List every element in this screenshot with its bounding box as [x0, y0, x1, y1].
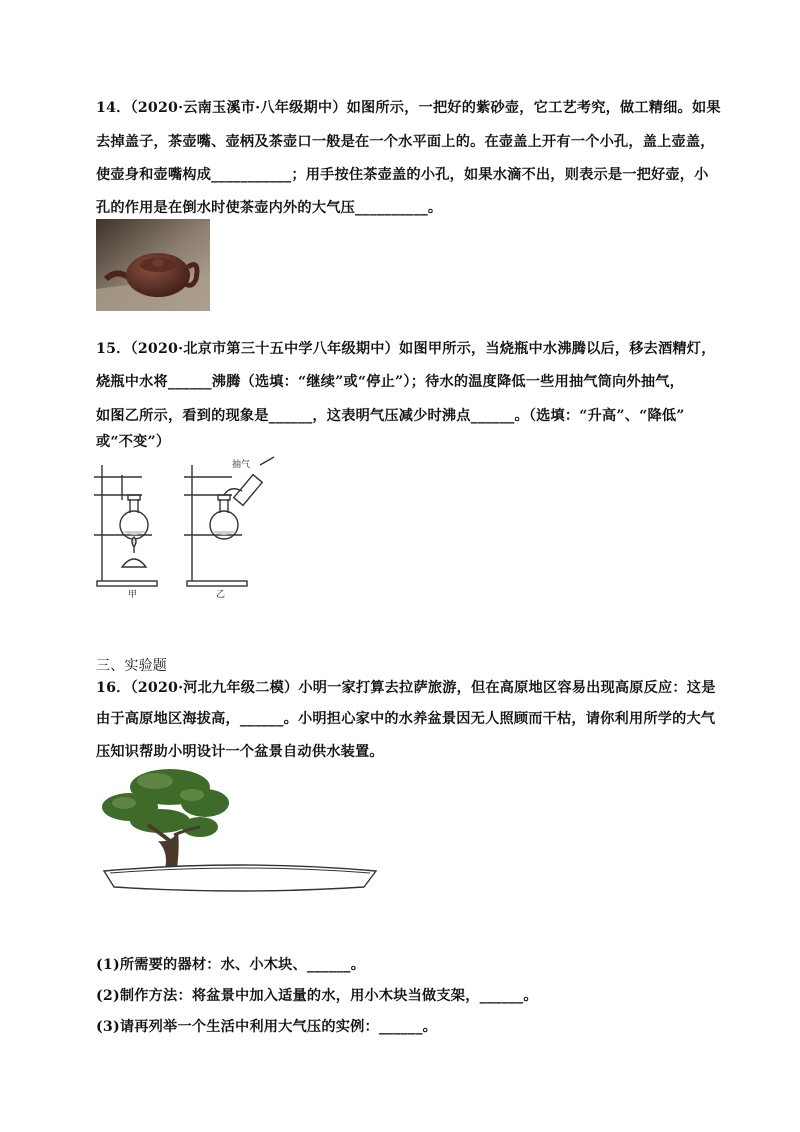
q16-line-3: 压知识帮助小明设计一个盆景自动供水装置。 — [96, 744, 384, 760]
q15-line-2: 烧瓶中水将______沸腾（选填：“继续”或“停止”）；待水的温度降低一些用抽气筒向外抽气， — [96, 374, 685, 390]
q15-line-3: 如图乙所示，看到的现象是______，这表明气压减少时沸点______。（选填：“升高”、“降低” — [96, 408, 685, 424]
q16-sub-1: (1)所需要的器材：水、小木块、______。 — [96, 957, 366, 973]
q16-sub-2: (2)制作方法：将盆景中加入适量的水，用小木块当做支架，______。 — [96, 988, 538, 1004]
teapot-photo — [96, 219, 210, 311]
q14-line-1: 14．（2020·云南玉溪市·八年级期中）如图所示，一把好的紫砂壶，它工艺考究，做工精细。如果 — [96, 100, 721, 116]
q14-line-2: 去掉盖子，茶壶嘴、壶柄及茶壶口一般是在一个水平面上的。在壶盖上开有一个小孔，盖上壶盖， — [96, 134, 715, 150]
figure-label-jia: 甲 — [128, 590, 138, 600]
boiling-flask-figure — [92, 455, 292, 605]
bonsai-picture — [100, 763, 380, 898]
figure-label-yi: 乙 — [216, 590, 226, 600]
section-title: 三、实验题 — [96, 658, 167, 674]
q16-line-2: 由于高原地区海拔高，______。小明担心家中的水养盆景因无人照顾而干枯，请你利用所学的大气 — [96, 711, 716, 727]
q14-line-4: 孔的作用是在倒水时使茶壶内外的大气压__________。 — [96, 200, 443, 216]
q16-line-1: 16．（2020·河北九年级二模）小明一家打算去拉萨旅游，但在高原地区容易出现高原反应：这是 — [96, 680, 716, 696]
q16-sub-3: (3)请再列举一个生活中利用大气压的实例：______。 — [96, 1019, 438, 1035]
q15-line-4: 或“不变”） — [96, 434, 171, 450]
q15-line-1: 15．（2020·北京市第三十五中学八年级期中）如图甲所示，当烧瓶中水沸腾以后，移去酒精灯， — [96, 341, 716, 357]
pump-label: 抽气 — [232, 460, 251, 470]
q14-line-3: 使壶身和壶嘴构成___________；用手按住茶壶盖的小孔，如果水滴不出，则表示是一把好壶，小 — [96, 167, 709, 183]
